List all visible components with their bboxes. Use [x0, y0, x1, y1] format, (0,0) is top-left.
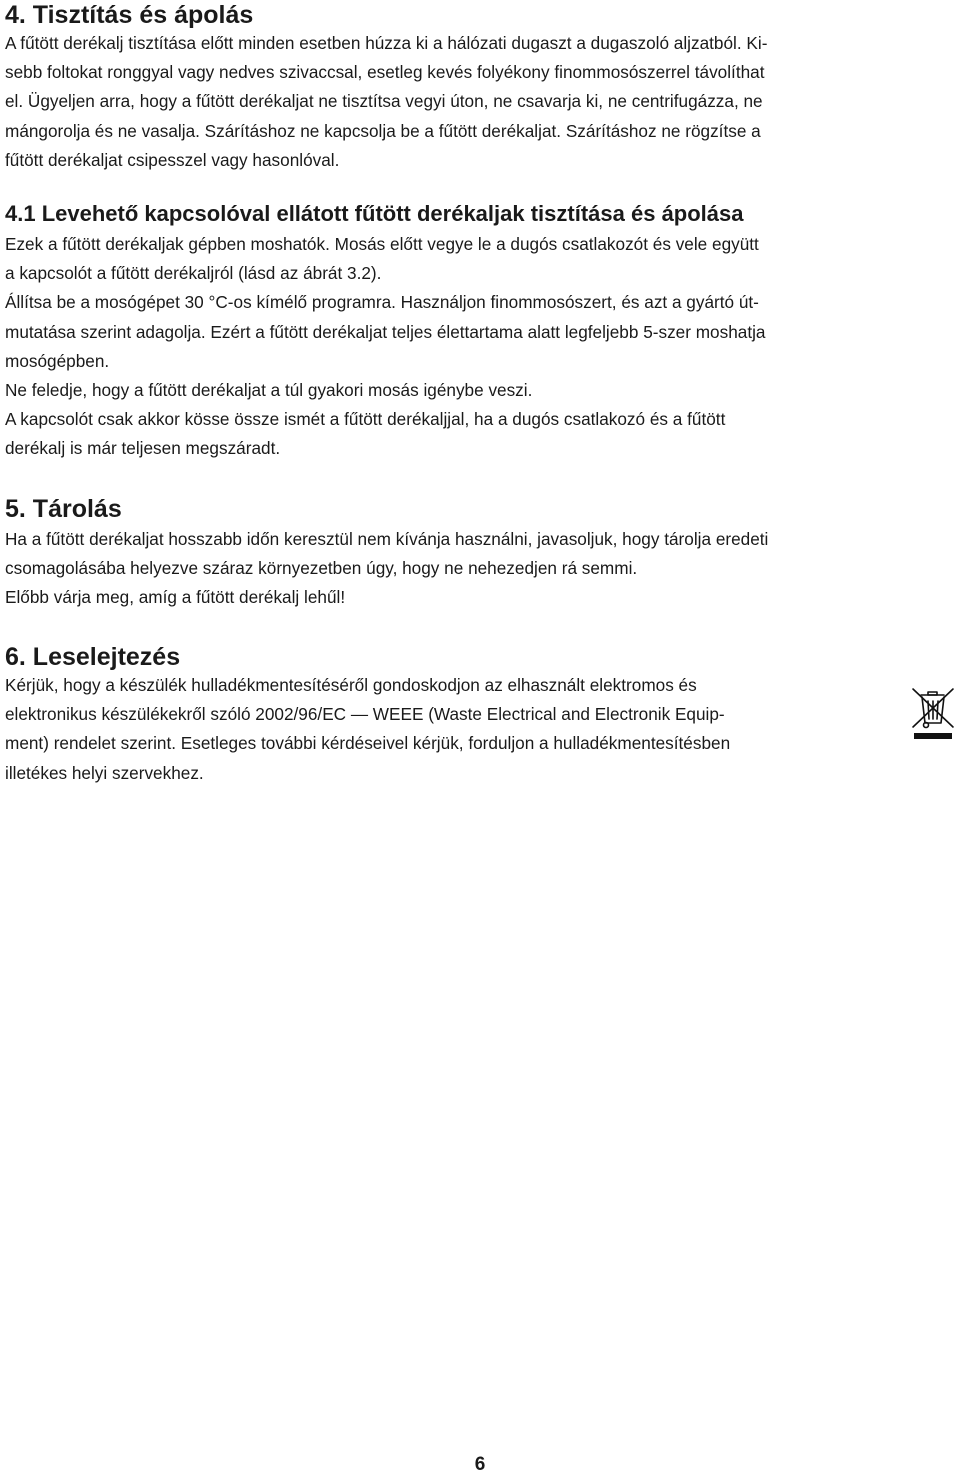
text-line: Előbb várja meg, amíg a fűtött derékalj lehűl! — [5, 587, 346, 608]
text-line: csomagolásába helyezve száraz környezetben úgy, hogy ne nehezedjen rá semmi. — [5, 558, 638, 579]
section-heading-storage: 5. Tárolás — [5, 495, 122, 523]
section-heading-disposal: 6. Leselejtezés — [5, 643, 181, 671]
text-line: el. Ügyeljen arra, hogy a fűtött derékaljat ne tisztítsa vegyi úton, ne csavarja ki, ne centrifugázza, ne — [5, 91, 763, 112]
section-removable-switch-cleaning — [5, 200, 765, 464]
text-line: elektronikus készülékekről szóló 2002/96/EC — WEEE (Waste Electrical and Electronik Equip- — [5, 704, 725, 725]
text-line: mosógépben. — [5, 350, 110, 371]
section-heading-removable-switch: 4.1 Levehető kapcsolóval ellátott fűtött derékaljak tisztítása és ápolása — [5, 201, 744, 226]
section-body-disposal — [5, 671, 730, 788]
text-line: illetékes helyi szervekhez. — [5, 762, 204, 783]
text-line: derékalj is már teljesen megszáradt. — [5, 438, 281, 459]
text-line: Ha a fűtött derékaljat hosszabb időn keresztül nem kívánja használni, javasoljuk, hogy tárolja eredeti — [5, 529, 769, 549]
section-storage — [5, 495, 768, 613]
text-line: mutatása szerint adagolja. Ezért a fűtött derékaljat teljes élettartama alatt legfeljebb 5-szer moshatja — [5, 321, 766, 342]
section-disposal — [5, 643, 730, 788]
section-body-removable-switch — [5, 230, 765, 464]
text-line: A fűtött derékalj tisztítása előtt minden esetben húzza ki a hálózati dugaszt a dugaszoló aljzatból. Ki- — [5, 33, 768, 53]
section-heading-cleaning: 4. Tisztítás és ápolás — [5, 1, 254, 29]
text-line: mángorolja és ne vasalja. Szárításhoz ne kapcsolja be a fűtött derékaljat. Szárításhoz ne rögzítse a — [5, 120, 761, 141]
section-body-cleaning — [5, 29, 767, 175]
page-number: 6 — [474, 1454, 486, 1475]
text-line: Ne feledje, hogy a fűtött derékaljat a túl gyakori mosás igénybe veszi. — [5, 380, 533, 401]
crossed-out-wheelie-bin-icon — [910, 686, 956, 742]
text-line: Ezek a fűtött derékaljak gépben moshatók. Mosás előtt vegye le a dugós csatlakozót és vele együtt — [5, 234, 759, 254]
text-line: sebb foltokat ronggyal vagy nedves szivaccsal, esetleg kevés folyékony finommosószerrel távolíthat — [5, 62, 765, 83]
text-line: ment) rendelet szerint. Esetleges további kérdéseivel kérjük, forduljon a hulladékmentesítésben — [5, 733, 731, 754]
section-body-storage — [5, 525, 768, 613]
text-line: a kapcsolót a fűtött derékaljról (lásd az ábrát 3.2). — [5, 263, 382, 284]
section-cleaning — [5, 1, 767, 175]
text-line: fűtött derékaljat csipesszel vagy hasonlóval. — [5, 149, 340, 170]
text-line: A kapcsolót csak akkor kösse össze ismét a fűtött derékaljjal, ha a dugós csatlakozó és a fűtött — [5, 409, 726, 430]
text-line: Állítsa be a mosógépet 30 °C-os kímélő programra. Használjon finommosószert, és azt a gyártó út- — [5, 292, 759, 313]
text-line: Kérjük, hogy a készülék hulladékmentesítéséről gondoskodjon az elhasznált elektromos és — [5, 675, 697, 695]
